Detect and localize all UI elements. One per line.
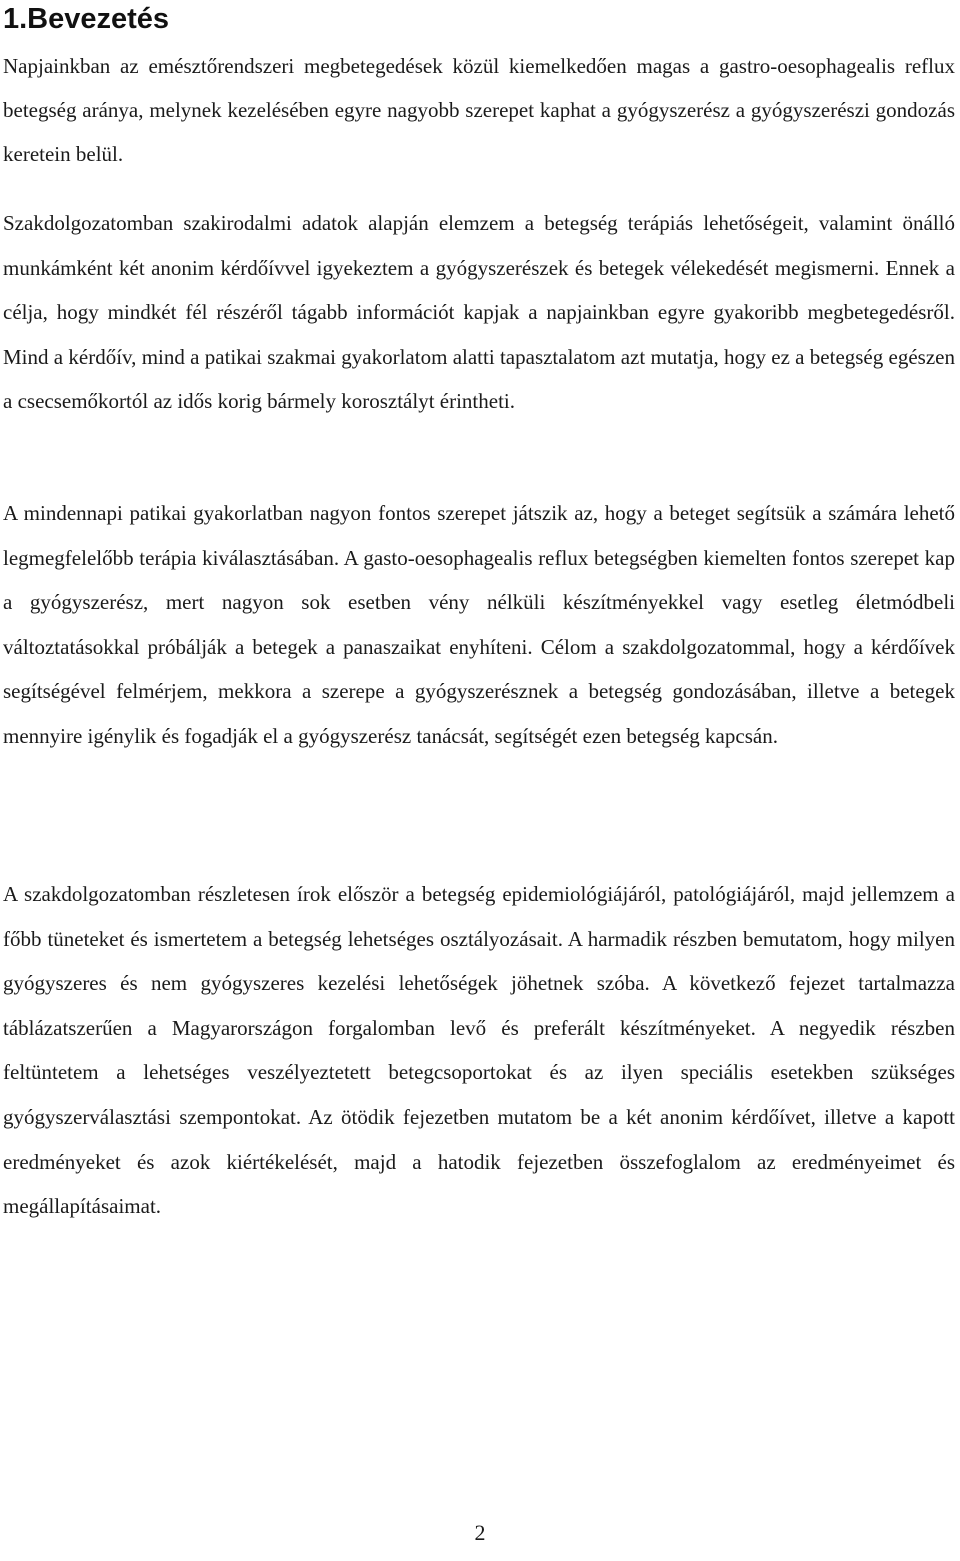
paragraph-intro: Napjainkban az emésztőrendszeri megbetegedések közül kiemelkedően magas a gastro-oesophagealis reflux betegség aránya, melynek kezelésében egyre nagyobb szerepet kaphat a gyógyszerész a gyógyszerészi gondozás keretein belül. [3, 54, 955, 166]
document-page [3, 0, 955, 1219]
section-heading: 1.Bevezetés [3, 3, 170, 35]
paragraph-thesis-aim: Szakdolgozatomban szakirodalmi adatok alapján elemzem a betegség terápiás lehetőségeit, valamint önálló munkámként két anonim kérdőívvel igyekeztem a gyógyszerészek és betegek vélekedését megismerni. Ennek a célja, hogy mindkét fél részéről tágabb információt kapjak a napjainkban egyre gyakoribb megbetegedésről. Mind a kérdőív, mind a patikai szakmai gyakorlatom alatti tapasztalatom azt mutatja, hogy ez a betegség egészen a csecsemőkortól az idős korig bármely korosztályt érintheti. [3, 211, 955, 414]
paragraph-thesis-structure: A szakdolgozatomban részletesen írok először a betegség epidemiológiájáról, patológiájáról, majd jellemzem a főbb tüneteket és ismertetem a betegség lehetséges osztályozásait. A harmadik részben bemutatom, hogy milyen gyógyszeres és nem gyógyszeres kezelési lehetőségek jöhetnek szóba. A következő fejezet tartalmazza táblázatszerűen a Magyarországon forgalomban levő és preferált készítményeket. A negyedik részben feltüntetem a lehetséges veszélyeztetett betegcsoportokat és az ilyen speciális esetekben szükséges gyógyszerválasztási szempontokat. Az ötödik fejezetben mutatom be a két anonim kérdőívet, illetve a kapott eredményeket és azok kiértékelését, majd a hatodik fejezetben összefoglalom az eredményeimet és megállapításaimat. [3, 882, 955, 1219]
paragraph-pharmacy-practice: A mindennapi patikai gyakorlatban nagyon fontos szerepet játszik az, hogy a beteget segítsük a számára lehető legmegfelelőbb terápia kiválasztásában. A gasto-oesophagealis reflux betegségben kiemelten fontos szerepet kap a gyógyszerész, mert nagyon sok esetben vény nélküli készítményekkel vagy esetleg életmódbeli változtatásokkal próbálják a betegek a panaszaikat enyhíteni. Célom a szakdolgozatommal, hogy a kérdőívek segítségével felmérjem, mekkora a szerepe a gyógyszerésznek a betegség gondozásában, illetve a betegek mennyire igénylik és fogadják el a gyógyszerész tanácsát, segítségét ezen betegség kapcsán. [3, 501, 955, 748]
page-number: 2 [474, 1520, 486, 1545]
